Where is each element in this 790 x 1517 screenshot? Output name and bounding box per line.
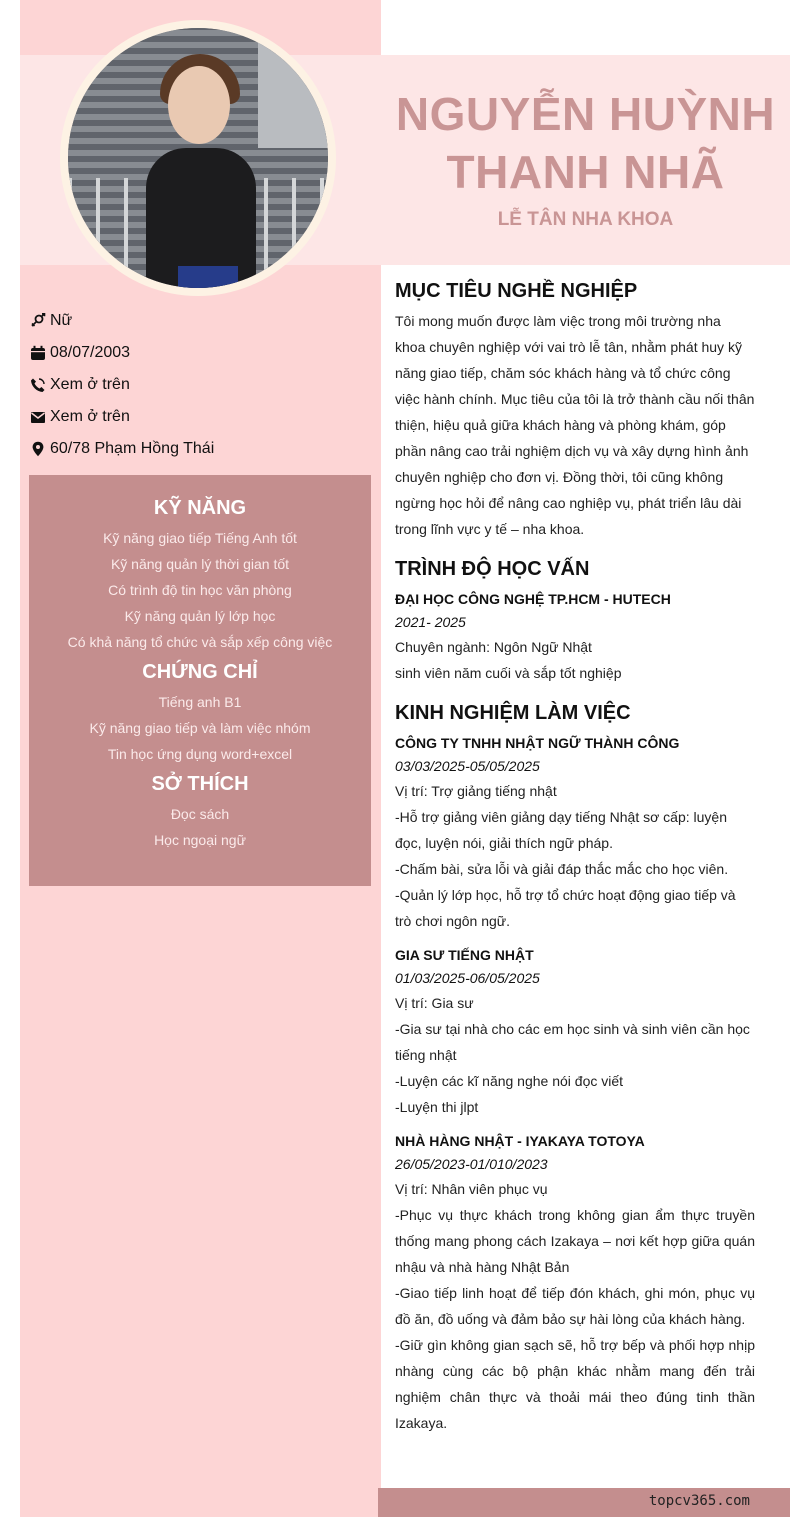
hobbies-title: SỞ THÍCH [151, 773, 249, 795]
gender-text: Nữ [50, 312, 73, 329]
avatar [68, 28, 328, 288]
job-entry [395, 732, 755, 934]
skill-item: Kỹ năng giao tiếp Tiếng Anh tốt [103, 530, 297, 546]
gender-icon [28, 311, 48, 331]
hobby-item: Đọc sách [170, 806, 230, 822]
contact-birthday [28, 337, 368, 369]
job-date: 26/05/2023-01/010/2023 [395, 1156, 548, 1172]
job-date: 01/03/2025-06/05/2025 [395, 970, 540, 986]
certificate-item: Tiếng anh B1 [158, 694, 242, 710]
objective-title: MỤC TIÊU NGHỀ NGHIỆP [395, 280, 638, 302]
job-duty: -Giao tiếp linh hoạt để tiếp đón khách, ghi món, phục vụ đồ ăn, đồ uống và đảm bảo sự hài lòng của khách hàng. [395, 1285, 755, 1327]
job-org: CÔNG TY TNHH NHẬT NGỮ THÀNH CÔNG [395, 735, 680, 751]
mail-icon [28, 407, 48, 427]
job-entry [395, 944, 755, 1120]
skill-item: Kỹ năng quản lý thời gian tốt [110, 556, 290, 572]
address-text: 60/78 Phạm Hồng Thái [50, 440, 215, 457]
footer-site: topcv365.com [648, 1493, 750, 1509]
skill-item: Có khả năng tổ chức và sắp xếp công việc [67, 634, 333, 650]
job-duty: -Phục vụ thực khách trong không gian ẩm thực truyền thống mang phong cách Izakaya – nơi kết hợp giữa quán nhậu và nhà hàng Nhật Bản [395, 1207, 755, 1275]
job-date: 03/03/2025-05/05/2025 [395, 758, 540, 774]
certificate-item: Kỹ năng giao tiếp và làm việc nhóm [89, 720, 311, 736]
email-text: Xem ở trên [50, 408, 130, 425]
job-org: NHÀ HÀNG NHẬT - IYAKAYA TOTOYA [395, 1133, 645, 1149]
job-duty: -Quản lý lớp học, hỗ trợ tổ chức hoạt động giao tiếp và trò chơi ngôn ngữ. [395, 887, 736, 929]
education-major: Chuyên ngành: Ngôn Ngữ Nhật [395, 639, 592, 655]
main-content [395, 278, 755, 1436]
job-duty: -Gia sư tại nhà cho các em học sinh và sinh viên cần học tiếng nhật [395, 1021, 750, 1063]
sidebar-box [29, 475, 371, 886]
calendar-icon [28, 343, 48, 363]
job-entry [395, 1130, 755, 1436]
job-duty: -Luyện các kĩ năng nghe nói đọc viết [395, 1073, 624, 1089]
certificate-item: Tin học ứng dụng word+excel [107, 746, 293, 762]
location-pin-icon [28, 439, 48, 459]
hobby-item: Học ngoại ngữ [154, 832, 246, 848]
school-name: ĐẠI HỌC CÔNG NGHỆ TP.HCM - HUTECH [395, 591, 671, 607]
name-line-1: NGUYỄN HUỲNH [395, 88, 776, 140]
job-position: Vị trí: Trợ giảng tiếng nhật [395, 783, 557, 799]
education-note: sinh viên năm cuối và sắp tốt nghiệp [395, 665, 622, 681]
job-duty: -Chấm bài, sửa lỗi và giải đáp thắc mắc cho học viên. [395, 861, 729, 877]
job-duty: -Luyện thi jlpt [395, 1099, 479, 1115]
skill-item: Kỹ năng quản lý lớp học [124, 608, 276, 624]
skill-item: Có trình độ tin học văn phòng [108, 582, 292, 598]
job-org: GIA SƯ TIẾNG NHẬT [395, 947, 534, 963]
education-date: 2021- 2025 [395, 614, 466, 630]
certificates-title: CHỨNG CHỈ [142, 661, 258, 683]
contact-gender [28, 305, 368, 337]
contact-phone [28, 369, 368, 401]
job-duty: -Giữ gìn không gian sạch sẽ, hỗ trợ bếp và phối hợp nhịp nhàng cùng các bộ phận khác nhằm mang đến trải nghiệm chân thực và thoải mái theo đúng tinh thần Izakaya. [395, 1337, 755, 1431]
objective-text: Tôi mong muốn được làm việc trong môi trường nha khoa chuyên nghiệp với vai trò lễ tân, nhằm phát huy kỹ năng giao tiếp, chăm sóc khách hàng và tổ chức công việc hành chính. Mục tiêu của tôi là trở thành cầu nối thân thiện, hiệu quả giữa khách hàng và phòng khám, góp phần nâng cao trải nghiệm dịch vụ và xây dựng hình ảnh chuyên nghiệp cho đơn vị. Đồng thời, tôi cũng không ngừng học hỏi để nâng cao nghiệp vụ, phát triển lâu dài trong lĩnh vực y tế – nha khoa. [395, 313, 755, 537]
birthday-text: 08/07/2003 [50, 344, 131, 361]
name-line-2: THANH NHÃ [446, 146, 725, 198]
contact-list [28, 305, 368, 465]
job-position: Vị trí: Nhân viên phục vụ [395, 1181, 548, 1197]
phone-text: Xem ở trên [50, 376, 130, 393]
job-duty: -Hỗ trợ giảng viên giảng dạy tiếng Nhật sơ cấp: luyện đọc, luyện nói, giải thích ngữ pháp. [395, 809, 727, 851]
experience-title: KINH NGHIỆM LÀM VIỆC [395, 702, 631, 724]
phone-icon [28, 375, 48, 395]
skills-title: KỸ NĂNG [153, 497, 247, 519]
name-block [381, 85, 790, 231]
footer-bar [378, 1488, 790, 1517]
job-title: LỄ TÂN NHA KHOA [497, 209, 674, 230]
job-position: Vị trí: Gia sư [395, 995, 474, 1011]
contact-address [28, 433, 368, 465]
education-title: TRÌNH ĐỘ HỌC VẤN [395, 558, 590, 580]
contact-email [28, 401, 368, 433]
